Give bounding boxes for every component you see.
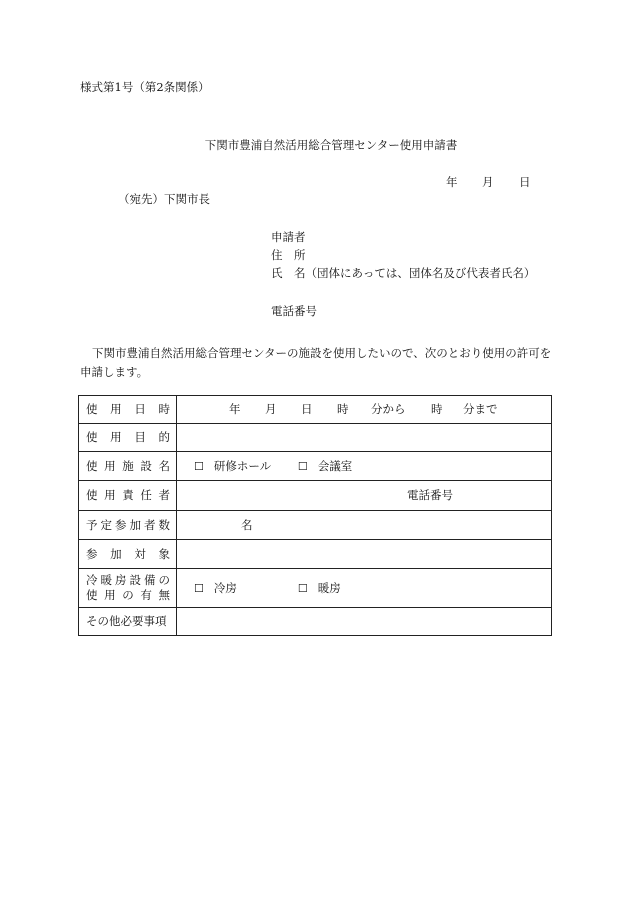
option-cooling: 冷房 bbox=[213, 580, 237, 595]
hvac-field bbox=[177, 569, 552, 608]
responsible-label: 使用責任者 bbox=[79, 481, 177, 511]
hvac-label bbox=[79, 569, 177, 608]
date-line bbox=[446, 177, 531, 189]
responsible-phone-label: 電話番号 bbox=[407, 488, 453, 502]
table-row-other bbox=[79, 608, 552, 636]
table-row-target bbox=[79, 540, 552, 569]
date-month-label: 月 bbox=[482, 175, 494, 189]
participants-unit: 名 bbox=[241, 517, 253, 532]
date-day-label: 日 bbox=[519, 175, 531, 189]
address-label: 住 所 bbox=[271, 248, 306, 262]
target-label: 参 加 対 象 bbox=[79, 540, 177, 569]
dt-hour2: 時 bbox=[431, 402, 443, 416]
form-number: 様式第1号（第2条関係） bbox=[80, 80, 210, 94]
purpose-label: 使 用 目 的 bbox=[79, 424, 177, 452]
hvac-label-line1: 冷暖房設備の bbox=[86, 573, 170, 587]
table-row-responsible bbox=[79, 481, 552, 511]
facility-label: 使用施設名 bbox=[79, 452, 177, 481]
option-meeting-room: 会議室 bbox=[317, 458, 353, 473]
table-row-usage-datetime bbox=[79, 396, 552, 424]
table-row-participants bbox=[79, 511, 552, 540]
addressee: （宛先）下関市長 bbox=[118, 192, 210, 206]
applicant-label: 申請者 bbox=[271, 230, 306, 244]
dt-year: 年 bbox=[229, 402, 241, 416]
facility-field bbox=[177, 452, 552, 481]
application-table bbox=[78, 395, 552, 636]
other-field[interactable] bbox=[177, 608, 552, 636]
checkbox-heating[interactable]: ☐ bbox=[297, 581, 308, 595]
checkbox-training-hall[interactable]: ☐ bbox=[194, 459, 204, 473]
responsible-field[interactable] bbox=[177, 481, 552, 511]
option-heating: 暖房 bbox=[317, 580, 341, 595]
checkbox-cooling[interactable]: ☐ bbox=[194, 581, 204, 595]
table-row-hvac bbox=[79, 569, 552, 608]
dt-minute-to: 分まで bbox=[463, 402, 498, 416]
dt-day: 日 bbox=[301, 402, 313, 416]
table-row-purpose bbox=[79, 424, 552, 452]
usage-datetime-label: 使 用 日 時 bbox=[79, 396, 177, 424]
dt-month: 月 bbox=[265, 402, 277, 416]
participants-label: 予定参加者数 bbox=[79, 511, 177, 540]
usage-datetime-field[interactable] bbox=[177, 396, 552, 424]
table-row-facility bbox=[79, 452, 552, 481]
participants-field[interactable] bbox=[177, 511, 552, 540]
date-year-label: 年 bbox=[446, 175, 458, 189]
purpose-field[interactable] bbox=[177, 424, 552, 452]
dt-hour: 時 bbox=[337, 402, 349, 416]
document-title: 下関市豊浦自然活用総合管理センター使用申請書 bbox=[204, 138, 458, 152]
application-statement: 下関市豊浦自然活用総合管理センターの施設を使用したいので、次のとおり使用の許可を申請します。 bbox=[80, 346, 552, 379]
option-training-hall: 研修ホール bbox=[213, 458, 272, 473]
phone-label: 電話番号 bbox=[271, 304, 317, 318]
target-field[interactable] bbox=[177, 540, 552, 569]
dt-minute-from: 分から bbox=[371, 402, 406, 416]
name-label: 氏 名（団体にあっては、団体名及び代表者氏名） bbox=[271, 266, 536, 280]
hvac-label-line2: 使 用 の 有 無 bbox=[86, 588, 170, 602]
other-label: その他必要事項 bbox=[79, 608, 177, 636]
checkbox-meeting-room[interactable]: ☐ bbox=[297, 459, 308, 473]
